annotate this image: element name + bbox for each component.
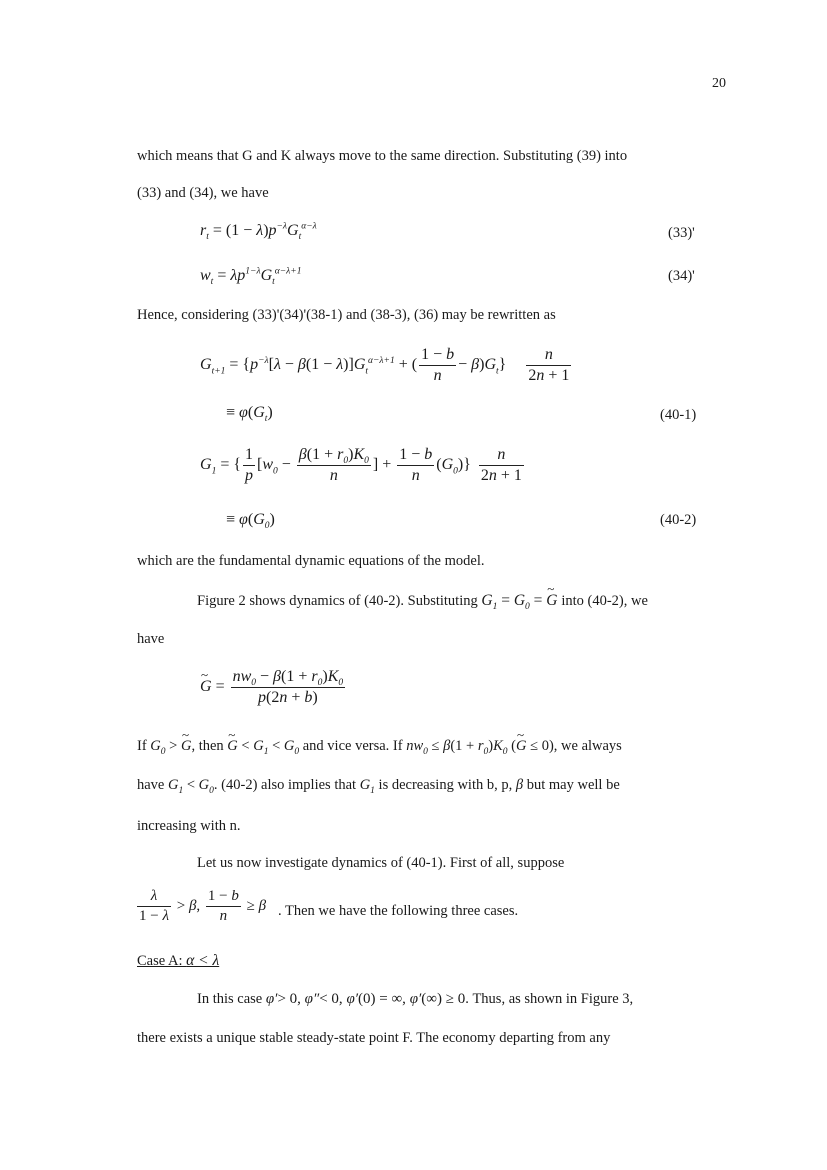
paragraph-text: Figure 2 shows dynamics of (40-2). Substituting $G_1 = G_0$ = ~ G into (40-2), we: [197, 592, 648, 610]
case-a-heading: Case A: α < λ: [137, 952, 220, 969]
equation-number: (34)': [668, 268, 695, 284]
paragraph-text: Let us now investigate dynamics of (40-1). First of all, suppose: [197, 855, 565, 871]
equation-g-tilde: ~ G = $\frac{nw_0 - \beta(1 + r_0)K_0}{p(2n + b)}$: [200, 668, 347, 707]
page-number: 20: [712, 76, 726, 91]
equation-34: $w_t = \lambda p^{1-\lambda}G_t^{\alpha-\lambda+1}$: [200, 266, 302, 288]
paragraph-text: have: [137, 631, 165, 647]
paragraph-text: have $G_1 < G_0$. (40-2) also implies that $G_1$ is decreasing with b, p, β but may well be: [137, 777, 620, 796]
paragraph-text: which means that G and K always move to the same direction. Substituting (39) into: [137, 148, 628, 164]
paragraph-text: . Then we have the following three cases.: [278, 903, 519, 919]
paragraph-text: which are the fundamental dynamic equations of the model.: [137, 553, 485, 569]
equation-40-1: $G_{t+1} = \{p^{-\lambda}[\lambda - \beta(1 - \lambda)]G_t^{\alpha-\lambda+1}$ + ( $\frac{1 - b}{n}$ − $\beta)G_t$} $\frac{n}{2n + 1}$: [200, 346, 570, 384]
equation-number: (40-2): [660, 512, 697, 528]
paragraph-text: increasing with n.: [137, 818, 241, 834]
paragraph-text: If $G_0$ > ~ G, then ~ $G < G_1 < G_0$ and vice versa. If $nw_0 \le \beta(1 + r_0)K_0$ (~ G ≤ 0), we always: [137, 738, 622, 755]
equation-40-2: $G_1$ = { $\frac{1}{p}$ [$w_0$ − $\frac{\beta(1 + r_0)K_0}{n}$ ] + $\frac{1 - b}{n}$ $(G_0)$} $\frac{n}{2n + 1}$: [200, 446, 522, 484]
condition-inequalities: $\frac{\lambda}{1 - \lambda}$ > β, $\frac{1 - b}{n}$ ≥ β: [139, 888, 267, 924]
paragraph-text: In this case φ′> 0, φ″< 0, φ′(0) = ∞, φ′(∞) ≥ 0. Thus, as shown in Figure 3,: [197, 991, 634, 1007]
equation-40-1-phi: ≡ $\varphi(G_t)$: [226, 404, 273, 425]
equation-number: (40-1): [660, 407, 697, 423]
equation-40-2-psi: ≡ $\varphi(G_0)$: [226, 511, 275, 532]
paragraph-text: (33) and (34), we have: [137, 185, 269, 201]
equation-33: $r_t = (1 - \lambda)p^{-\lambda}G_t^{\alpha-\lambda}$: [200, 221, 317, 243]
paragraph-text: there exists a unique stable steady-state point F. The economy departing from any: [137, 1030, 611, 1046]
paragraph-text: Hence, considering (33)'(34)'(38-1) and (38-3), (36) may be rewritten as: [137, 307, 556, 323]
equation-number: (33)': [668, 225, 695, 241]
